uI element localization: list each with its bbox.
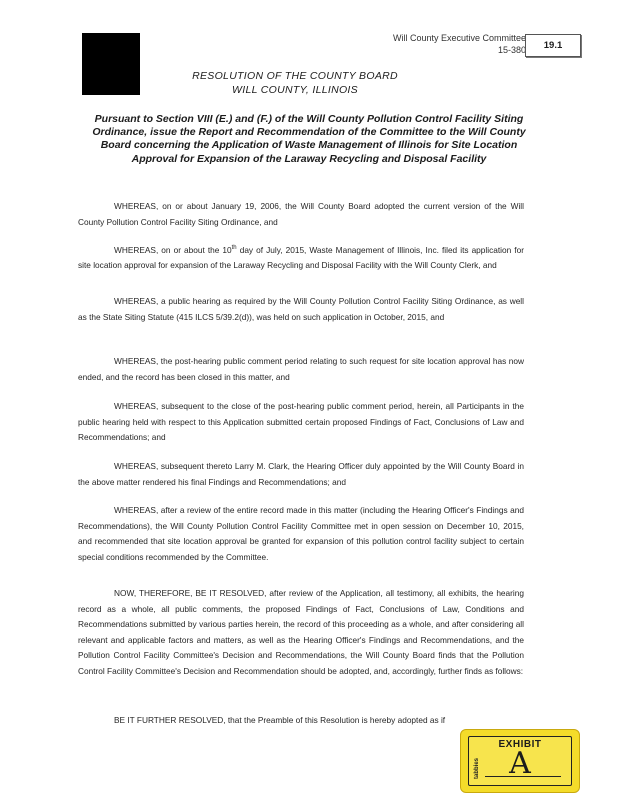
committee-name: Will County Executive Committee (392, 33, 526, 43)
whereas-paragraph-6: WHEREAS, subsequent thereto Larry M. Clark, the Hearing Officer duly appointed by the Will County Board in the above matter rendered his final Findings and Recommendations; and (78, 461, 524, 487)
committee-number: 15-380 (497, 45, 526, 55)
tabbies-brand-text: tabbies (474, 757, 480, 779)
further-resolved-paragraph: BE IT FURTHER RESOLVED, that the Preamble of this Resolution is hereby adopted as if (114, 715, 446, 725)
whereas-paragraph-3: WHEREAS, a public hearing as required by the Will County Pollution Control Facility Siting Ordinance, as well as the State Siting Statute (415 ILCS 5/39.2(d)), was held on such application in October, 2015, and (78, 296, 524, 322)
exhibit-sticker-inner (468, 736, 572, 786)
paragraph-2-start: WHEREAS, on or about the 10 (114, 244, 232, 255)
exhibit-label: EXHIBIT (498, 739, 542, 750)
committee-header (360, 32, 526, 56)
paragraph-2-end: day of July, 2015, Waste Management of Illinois, Inc. filed its application for site location approval for expansion of the Laraway Recycling and Disposal Facility with the Will County Clerk, and (78, 244, 524, 271)
whereas-paragraph-7: WHEREAS, after a review of the entire record made in this matter (including the Hearing Officer's Findings and Recommendations), the Will County Pollution Control Facility Committee met in open session on December 10, 2015, and recommended that site location approval be granted for expansion of this pollution control facility subject to certain special conditions recommended by the Committee. (78, 505, 524, 562)
exhibit-underline (485, 776, 561, 777)
whereas-paragraph-5: WHEREAS, subsequent to the close of the post-hearing public comment period, herein, all Participants in the public hearing held with respect to this Application submitted certain proposed Findings of Fact, Conclusions of Law and Recommendations; and (78, 401, 524, 443)
resolved-paragraph: NOW, THEREFORE, BE IT RESOLVED, after review of the Application, all testimony, all exhibits, the hearing record as a whole, all public comments, the proposed Findings of Fact, Conclusions of Law, Conditions and Recommendations submitted by various parties herein, the record of this proceeding as a whole, and after considering all relevant and applicable factors and matters, as well as the Hearing Officer's Findings and Recommendations, and the Pollution Control Facility Committee's Decision and Recommendations, the Will County Board finds that the Pollution Control Facility Committee's Decision and Recommendation should be adopted, and, accordingly, further finds as follows: (78, 588, 524, 676)
whereas-paragraph-2 (78, 241, 524, 274)
whereas-paragraph-4: WHEREAS, the post-hearing public comment period relating to such request for site location approval has now ended, and the record has been closed in this matter, and (78, 356, 524, 382)
resolution-subject: Pursuant to Section VIII (E.) and (F.) of the Will County Pollution Control Facility Siting Ordinance, issue the Report and Recommendation of the Committee to the Will County Board concerning the Application of Waste Management of Illinois for Site Location Approval for Expansion of the Laraway Recycling and Disposal Facility (92, 113, 526, 165)
tabbies-brand-mark (471, 751, 481, 781)
title-line-1: RESOLUTION OF THE COUNTY BOARD (192, 70, 398, 82)
ordinal-superscript: th (231, 245, 237, 251)
exhibit-letter: A (509, 746, 531, 781)
title-line-2: WILL COUNTY, ILLINOIS (232, 84, 358, 96)
resolution-title (100, 69, 490, 97)
whereas-paragraph-1: WHEREAS, on or about January 19, 2006, the Will County Board adopted the current version of the Will County Pollution Control Facility Siting Ordinance, and (78, 201, 524, 227)
agenda-item-stamp: 19.1 (525, 34, 581, 57)
exhibit-sticker (460, 729, 580, 793)
